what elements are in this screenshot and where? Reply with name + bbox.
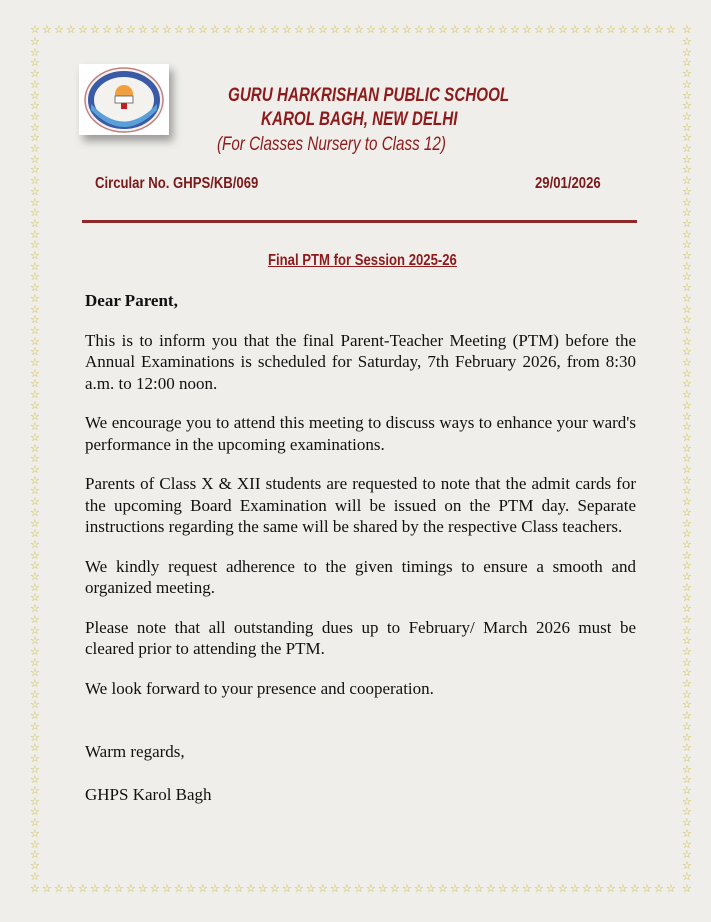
star-icon: ☆ (682, 677, 692, 690)
star-icon: ☆ (30, 109, 40, 123)
star-icon: ☆ (682, 826, 692, 840)
star-icon: ☆ (30, 23, 40, 36)
star-icon: ☆ (474, 23, 484, 36)
star-icon: ☆ (198, 882, 208, 895)
star-icon: ☆ (150, 23, 160, 36)
star-icon: ☆ (682, 259, 692, 273)
circular-date: 29/01/2026 (535, 175, 601, 192)
star-icon: ☆ (30, 848, 40, 862)
star-icon: ☆ (426, 882, 436, 895)
star-icon: ☆ (30, 441, 40, 455)
star-icon: ☆ (30, 99, 40, 113)
star-icon: ☆ (30, 784, 40, 797)
star-icon: ☆ (682, 356, 692, 369)
star-icon: ☆ (102, 882, 112, 895)
star-icon: ☆ (30, 45, 40, 59)
star-icon: ☆ (582, 882, 592, 895)
paragraph: This is to inform you that the final Parent-Teacher Meeting (PTM) before the Annual Examinations is scheduled for Saturday, 7th February 2026, from 8:30 a.m. to 12:00 noon. (85, 330, 636, 393)
star-icon: ☆ (474, 882, 484, 895)
star-icon: ☆ (30, 56, 40, 70)
star-icon: ☆ (102, 23, 112, 36)
star-icon: ☆ (30, 131, 40, 145)
star-icon: ☆ (366, 23, 376, 36)
star-icon: ☆ (30, 537, 40, 551)
star-icon: ☆ (682, 88, 692, 102)
star-icon: ☆ (682, 666, 692, 680)
star-icon: ☆ (682, 751, 692, 765)
circular-body (85, 290, 636, 823)
star-icon: ☆ (342, 23, 352, 36)
star-icon: ☆ (30, 858, 40, 872)
star-icon: ☆ (402, 882, 412, 895)
star-icon: ☆ (498, 882, 508, 895)
star-icon: ☆ (450, 882, 460, 895)
star-icon: ☆ (210, 882, 220, 895)
star-icon: ☆ (682, 805, 692, 819)
star-icon: ☆ (246, 882, 256, 895)
star-icon: ☆ (682, 773, 692, 787)
star-icon: ☆ (30, 882, 40, 895)
star-icon: ☆ (558, 882, 568, 895)
star-icon: ☆ (682, 858, 692, 872)
circular-number: Circular No. GHPS/KB/069 (95, 175, 259, 192)
star-icon: ☆ (682, 334, 692, 348)
star-icon: ☆ (582, 23, 592, 36)
star-icon: ☆ (682, 302, 692, 316)
star-icon: ☆ (682, 473, 692, 487)
star-icon: ☆ (682, 120, 692, 134)
star-icon: ☆ (342, 882, 352, 895)
star-icon: ☆ (642, 23, 652, 36)
star-icon: ☆ (138, 882, 148, 895)
star-icon: ☆ (30, 751, 40, 765)
star-icon: ☆ (682, 719, 692, 733)
star-icon: ☆ (666, 23, 676, 36)
star-icon: ☆ (30, 366, 40, 380)
star-icon: ☆ (234, 23, 244, 36)
star-icon: ☆ (522, 882, 532, 895)
star-icon: ☆ (30, 377, 40, 391)
star-icon: ☆ (682, 45, 692, 59)
star-icon: ☆ (30, 687, 40, 701)
star-icon: ☆ (682, 142, 692, 155)
star-icon: ☆ (162, 882, 172, 895)
star-icon: ☆ (30, 388, 40, 402)
star-icon: ☆ (258, 23, 268, 36)
closing: Warm regards, (85, 742, 185, 761)
star-icon: ☆ (414, 882, 424, 895)
star-icon: ☆ (682, 495, 692, 509)
star-icon: ☆ (30, 730, 40, 744)
star-icon: ☆ (682, 238, 692, 252)
star-icon: ☆ (30, 67, 40, 81)
star-icon: ☆ (54, 23, 64, 36)
star-icon: ☆ (594, 882, 604, 895)
star-icon: ☆ (30, 334, 40, 348)
star-icon: ☆ (682, 634, 692, 648)
star-icon: ☆ (682, 56, 692, 70)
star-icon: ☆ (682, 559, 692, 573)
star-icon: ☆ (30, 463, 40, 476)
star-icon: ☆ (462, 882, 472, 895)
star-icon: ☆ (30, 195, 40, 209)
star-icon: ☆ (30, 216, 40, 230)
star-icon: ☆ (174, 882, 184, 895)
star-icon: ☆ (426, 23, 436, 36)
star-icon: ☆ (150, 882, 160, 895)
star-icon: ☆ (30, 495, 40, 509)
star-icon: ☆ (682, 174, 692, 188)
paragraph: Please note that all outstanding dues up to February/ March 2026 must be cleared prior to attending the PTM. (85, 617, 636, 658)
star-icon: ☆ (558, 23, 568, 36)
star-icon: ☆ (682, 602, 692, 616)
star-icon: ☆ (30, 805, 40, 819)
star-icon: ☆ (30, 869, 40, 883)
star-icon: ☆ (682, 195, 692, 209)
star-icon: ☆ (682, 762, 692, 776)
star-icon: ☆ (378, 882, 388, 895)
star-icon: ☆ (654, 882, 664, 895)
star-icon: ☆ (498, 23, 508, 36)
star-icon: ☆ (682, 23, 692, 36)
star-icon: ☆ (682, 869, 692, 883)
star-icon: ☆ (682, 709, 692, 723)
star-icon: ☆ (630, 23, 640, 36)
star-icon: ☆ (306, 882, 316, 895)
star-icon: ☆ (462, 23, 472, 36)
paragraph: Parents of Class X & XII students are requested to note that the admit cards for the upcoming Board Examination will be issued on the PTM day. Separate instructions regarding the same will be shared by the respective Class teachers. (85, 474, 636, 536)
star-icon: ☆ (30, 709, 40, 723)
star-icon: ☆ (30, 826, 40, 840)
star-icon: ☆ (30, 249, 40, 262)
star-icon: ☆ (30, 452, 40, 466)
star-icon: ☆ (30, 719, 40, 733)
star-icon: ☆ (30, 174, 40, 188)
star-icon: ☆ (30, 473, 40, 487)
star-icon: ☆ (246, 23, 256, 36)
star-icon: ☆ (30, 623, 40, 637)
star-icon: ☆ (682, 655, 692, 669)
star-icon: ☆ (450, 23, 460, 36)
star-icon: ☆ (90, 23, 100, 36)
star-icon: ☆ (682, 99, 692, 113)
star-icon: ☆ (618, 23, 628, 36)
salutation: Dear Parent, (85, 291, 178, 310)
star-icon: ☆ (594, 23, 604, 36)
star-icon: ☆ (682, 441, 692, 455)
star-icon: ☆ (682, 345, 692, 359)
star-icon: ☆ (126, 882, 136, 895)
star-icon: ☆ (30, 313, 40, 327)
star-icon: ☆ (682, 323, 692, 337)
star-icon: ☆ (30, 548, 40, 562)
star-icon: ☆ (30, 281, 40, 295)
star-icon: ☆ (210, 23, 220, 36)
star-icon: ☆ (682, 377, 692, 391)
star-icon: ☆ (682, 580, 692, 594)
star-icon: ☆ (30, 302, 40, 316)
star-icon: ☆ (682, 644, 692, 658)
star-icon: ☆ (30, 773, 40, 787)
star-icon: ☆ (30, 505, 40, 519)
star-icon: ☆ (438, 882, 448, 895)
star-icon: ☆ (114, 23, 124, 36)
star-icon: ☆ (30, 238, 40, 252)
paragraph: We look forward to your presence and cooperation. (85, 678, 434, 698)
star-icon: ☆ (630, 882, 640, 895)
star-icon: ☆ (682, 270, 692, 284)
star-icon: ☆ (682, 366, 692, 380)
school-logo (79, 64, 169, 135)
star-icon: ☆ (30, 837, 40, 851)
star-icon: ☆ (522, 23, 532, 36)
star-icon: ☆ (30, 580, 40, 594)
star-icon: ☆ (438, 23, 448, 36)
star-icon: ☆ (682, 409, 692, 423)
star-icon: ☆ (366, 882, 376, 895)
star-icon: ☆ (354, 23, 364, 36)
star-icon: ☆ (30, 430, 40, 444)
star-icon: ☆ (510, 23, 520, 36)
star-icon: ☆ (270, 882, 280, 895)
star-icon: ☆ (30, 88, 40, 102)
star-icon: ☆ (570, 882, 580, 895)
star-icon: ☆ (682, 249, 692, 262)
star-icon: ☆ (682, 184, 692, 198)
star-icon: ☆ (78, 882, 88, 895)
star-icon: ☆ (30, 259, 40, 273)
star-icon: ☆ (654, 23, 664, 36)
star-icon: ☆ (30, 77, 40, 91)
star-icon: ☆ (30, 184, 40, 198)
star-icon: ☆ (682, 452, 692, 466)
star-icon: ☆ (682, 848, 692, 862)
star-icon: ☆ (682, 67, 692, 81)
star-icon: ☆ (510, 882, 520, 895)
star-icon: ☆ (30, 644, 40, 658)
star-icon: ☆ (682, 227, 692, 241)
star-icon: ☆ (42, 23, 52, 36)
star-icon: ☆ (682, 794, 692, 808)
star-icon: ☆ (682, 152, 692, 166)
star-icon: ☆ (682, 131, 692, 145)
star-icon: ☆ (682, 698, 692, 712)
star-icon: ☆ (78, 23, 88, 36)
star-icon: ☆ (30, 698, 40, 712)
star-icon: ☆ (682, 516, 692, 530)
star-icon: ☆ (390, 23, 400, 36)
star-icon: ☆ (90, 882, 100, 895)
star-icon: ☆ (534, 23, 544, 36)
star-icon: ☆ (682, 430, 692, 444)
star-icon: ☆ (30, 345, 40, 359)
star-icon: ☆ (30, 516, 40, 530)
star-icon: ☆ (138, 23, 148, 36)
star-icon: ☆ (114, 882, 124, 895)
star-icon: ☆ (282, 882, 292, 895)
star-icon: ☆ (66, 23, 76, 36)
star-icon: ☆ (30, 291, 40, 305)
star-icon: ☆ (30, 634, 40, 648)
star-icon: ☆ (30, 527, 40, 541)
school-classes: (For Classes Nursery to Class 12) (217, 134, 446, 155)
star-icon: ☆ (682, 109, 692, 123)
star-icon: ☆ (402, 23, 412, 36)
star-icon: ☆ (682, 784, 692, 797)
star-icon: ☆ (330, 23, 340, 36)
star-icon: ☆ (390, 882, 400, 895)
star-icon: ☆ (30, 666, 40, 680)
star-icon: ☆ (30, 120, 40, 134)
star-icon: ☆ (682, 623, 692, 637)
star-icon: ☆ (30, 356, 40, 369)
star-icon: ☆ (294, 23, 304, 36)
star-icon: ☆ (682, 398, 692, 412)
star-icon: ☆ (682, 816, 692, 830)
star-icon: ☆ (486, 882, 496, 895)
star-icon: ☆ (606, 23, 616, 36)
star-icon: ☆ (682, 206, 692, 220)
school-emblem-icon (79, 64, 169, 135)
star-icon: ☆ (682, 35, 692, 48)
star-icon: ☆ (282, 23, 292, 36)
star-icon: ☆ (30, 591, 40, 605)
star-icon: ☆ (270, 23, 280, 36)
paragraph: We encourage you to attend this meeting to discuss ways to enhance your ward's performance in the upcoming examinations. (85, 413, 636, 454)
star-icon: ☆ (606, 882, 616, 895)
star-icon: ☆ (30, 163, 40, 177)
star-icon: ☆ (546, 23, 556, 36)
star-icon: ☆ (330, 882, 340, 895)
star-icon: ☆ (682, 216, 692, 230)
star-icon: ☆ (162, 23, 172, 36)
star-icon: ☆ (294, 882, 304, 895)
star-icon: ☆ (682, 281, 692, 295)
star-icon: ☆ (198, 23, 208, 36)
star-icon: ☆ (682, 463, 692, 476)
star-icon: ☆ (682, 537, 692, 551)
star-icon: ☆ (30, 35, 40, 48)
star-icon: ☆ (570, 23, 580, 36)
star-icon: ☆ (30, 655, 40, 669)
star-icon: ☆ (30, 602, 40, 616)
star-icon: ☆ (682, 687, 692, 701)
star-icon: ☆ (666, 882, 676, 895)
star-icon: ☆ (258, 882, 268, 895)
star-icon: ☆ (682, 388, 692, 402)
star-icon: ☆ (306, 23, 316, 36)
star-icon: ☆ (354, 882, 364, 895)
circular-subject: Final PTM for Session 2025-26 (268, 252, 457, 269)
star-icon: ☆ (682, 548, 692, 562)
star-icon: ☆ (234, 882, 244, 895)
star-icon: ☆ (414, 23, 424, 36)
star-icon: ☆ (30, 559, 40, 573)
star-icon: ☆ (30, 227, 40, 241)
star-icon: ☆ (318, 882, 328, 895)
star-icon: ☆ (30, 270, 40, 284)
star-icon: ☆ (682, 505, 692, 519)
star-icon: ☆ (222, 23, 232, 36)
star-icon: ☆ (30, 484, 40, 498)
star-icon: ☆ (30, 409, 40, 423)
star-icon: ☆ (682, 741, 692, 755)
star-icon: ☆ (174, 23, 184, 36)
star-icon: ☆ (30, 420, 40, 434)
star-icon: ☆ (30, 794, 40, 808)
star-icon: ☆ (222, 882, 232, 895)
star-icon: ☆ (682, 837, 692, 851)
star-icon: ☆ (30, 570, 40, 583)
star-icon: ☆ (682, 527, 692, 541)
star-icon: ☆ (30, 741, 40, 755)
star-icon: ☆ (30, 206, 40, 220)
star-icon: ☆ (682, 570, 692, 583)
star-icon: ☆ (682, 163, 692, 177)
star-icon: ☆ (42, 882, 52, 895)
star-icon: ☆ (642, 882, 652, 895)
star-icon: ☆ (682, 882, 692, 895)
star-icon: ☆ (682, 612, 692, 626)
star-icon: ☆ (30, 142, 40, 155)
star-icon: ☆ (30, 762, 40, 776)
star-icon: ☆ (30, 398, 40, 412)
star-icon: ☆ (54, 882, 64, 895)
star-icon: ☆ (30, 152, 40, 166)
star-icon: ☆ (682, 291, 692, 305)
star-icon: ☆ (546, 882, 556, 895)
divider (82, 220, 637, 223)
star-icon: ☆ (30, 677, 40, 690)
school-name: GURU HARKRISHAN PUBLIC SCHOOL (228, 85, 510, 106)
star-icon: ☆ (682, 591, 692, 605)
star-icon: ☆ (682, 313, 692, 327)
star-icon: ☆ (682, 420, 692, 434)
school-location: KAROL BAGH, NEW DELHI (261, 109, 458, 130)
star-icon: ☆ (618, 882, 628, 895)
paragraph: We kindly request adherence to the given timings to ensure a smooth and organized meeting. (85, 556, 636, 597)
star-icon: ☆ (682, 77, 692, 91)
star-icon: ☆ (126, 23, 136, 36)
star-icon: ☆ (186, 23, 196, 36)
star-icon: ☆ (186, 882, 196, 895)
star-icon: ☆ (486, 23, 496, 36)
star-icon: ☆ (378, 23, 388, 36)
star-icon: ☆ (30, 612, 40, 626)
signature: GHPS Karol Bagh (85, 784, 212, 804)
star-icon: ☆ (66, 882, 76, 895)
star-icon: ☆ (682, 484, 692, 498)
star-icon: ☆ (30, 816, 40, 830)
star-icon: ☆ (30, 323, 40, 337)
star-icon: ☆ (682, 730, 692, 744)
star-icon: ☆ (318, 23, 328, 36)
star-icon: ☆ (534, 882, 544, 895)
